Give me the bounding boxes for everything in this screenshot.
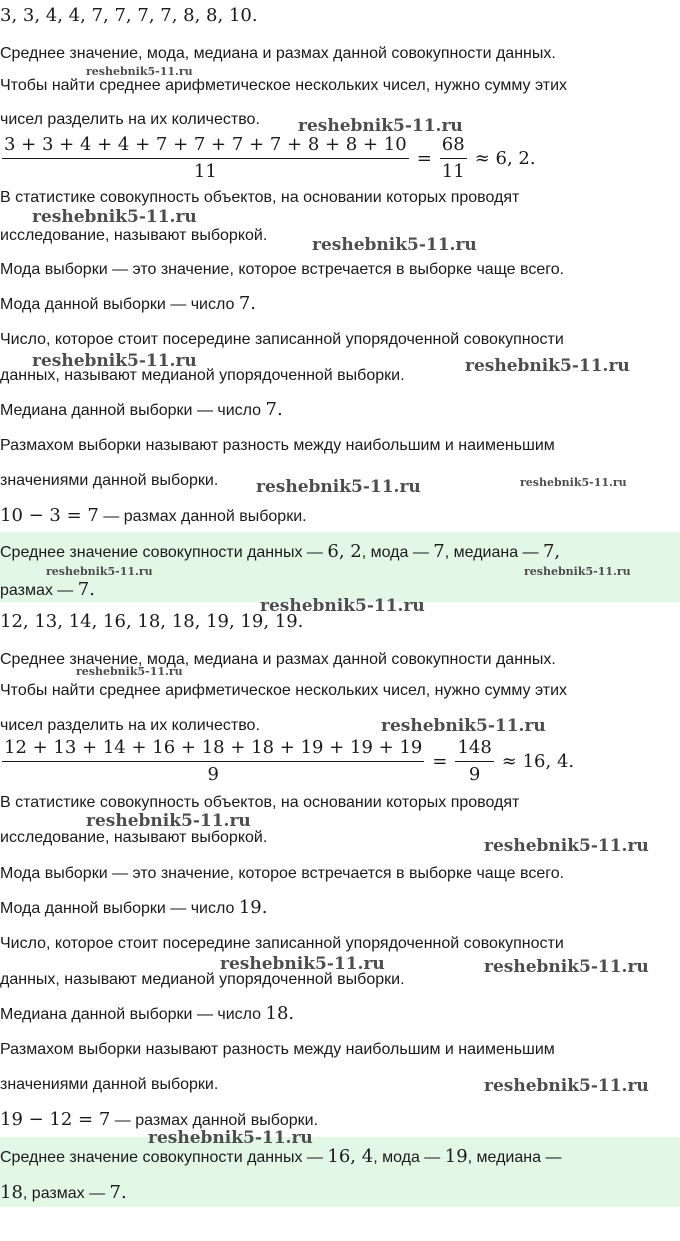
median-def-2a: Число, которое стоит посередине записанной упорядоченной совокупности: [0, 935, 564, 952]
median-line-2: [0, 1004, 680, 1025]
mode-value: 19.: [238, 897, 268, 918]
watermark: reshebnik5-11.ru: [260, 596, 425, 616]
sum-fraction: [2, 737, 424, 786]
equals-sign: =: [432, 751, 448, 772]
equals-sign: =: [416, 148, 432, 169]
answer-text: , размах —: [22, 1185, 110, 1202]
approx-result: ≈ 6, 2.: [474, 148, 536, 169]
answer-range: 7.: [77, 579, 95, 600]
median-def-2b: данных, называют медианой упорядоченной выборки.: [0, 971, 405, 988]
median-def-1b: данных, называют медианой упорядоченной выборки.: [0, 367, 405, 384]
task-line-2: Среднее значение, мода, медиана и размах данной совокупности данных.: [0, 651, 556, 668]
range-def-1b: значениями данной выборки.: [0, 472, 219, 489]
data-set-2: 12, 13, 14, 16, 18, 18, 19, 19, 19.: [0, 611, 304, 632]
mode-def-2: Мода выборки — это значение, которое встречается в выборке чаще всего.: [0, 865, 565, 882]
median-text: Медиана данной выборки — число: [0, 402, 266, 419]
median-def-1a: Число, которое стоит посередине записанной упорядоченной совокупности: [0, 331, 564, 348]
mode-line-1: [0, 294, 680, 315]
fraction-denominator: 11: [441, 161, 465, 182]
fraction-denominator: 9: [468, 764, 481, 785]
answer-mode: 19: [444, 1146, 468, 1167]
mode-def-1: Мода выборки — это значение, которое встречается в выборке чаще всего.: [0, 261, 565, 278]
answer-line-1a: [0, 542, 680, 563]
watermark: reshebnik5-11.ru: [312, 235, 477, 255]
answer-mean: 16, 4: [327, 1146, 374, 1167]
range-text: — размах данной выборки.: [98, 508, 307, 525]
fraction-denominator: 11: [193, 161, 217, 182]
fraction-numerator: 148: [455, 737, 493, 762]
mode-text: Мода данной выборки — число: [0, 296, 239, 313]
watermark: reshebnik5-11.ru: [256, 477, 421, 497]
watermark: reshebnik5-11.ru: [381, 716, 546, 736]
watermark: reshebnik5-11.ru: [465, 356, 630, 376]
median-line-1: [0, 400, 680, 421]
range-expression: 10 − 3 = 7: [0, 505, 99, 526]
fraction-numerator: 68: [440, 134, 467, 159]
answer-text: , медиана —: [444, 544, 543, 561]
fraction-denominator: 9: [207, 764, 219, 785]
range-def-2b: значениями данной выборки.: [0, 1076, 219, 1093]
watermark: reshebnik5-11.ru: [484, 957, 649, 977]
mode-text: Мода данной выборки — число: [0, 900, 239, 917]
task-line-1: Среднее значение, мода, медиана и размах данной совокупности данных.: [0, 45, 556, 62]
range-text: — размах данной выборки.: [110, 1112, 319, 1129]
answer-text: Среднее значение совокупности данных —: [0, 544, 328, 561]
answer-text: , мода —: [373, 1149, 445, 1166]
answer-text: , мода —: [361, 544, 434, 561]
sample-def-1a: В статистике совокупность объектов, на основании которых проводят: [0, 189, 520, 206]
median-value: 18.: [265, 1003, 295, 1024]
answer-median: 7,: [542, 541, 561, 562]
sample-def-2b: исследование, называют выборкой.: [0, 829, 268, 846]
sample-def-2a: В статистике совокупность объектов, на основании которых проводят: [0, 794, 520, 811]
fraction-numerator: 3 + 3 + 4 + 4 + 7 + 7 + 7 + 7 + 8 + 8 + 10: [2, 134, 409, 159]
range-def-2a: Размахом выборки называют разность между наибольшим и наименьшим: [0, 1041, 555, 1058]
watermark: reshebnik5-11.ru: [86, 811, 251, 831]
answer-mode: 7: [433, 541, 445, 562]
sample-def-1b: исследование, называют выборкой.: [0, 227, 268, 244]
watermark: reshebnik5-11.ru: [86, 65, 193, 78]
result-fraction: [455, 737, 493, 786]
watermark: reshebnik5-11.ru: [32, 351, 197, 371]
watermark: reshebnik5-11.ru: [524, 565, 631, 578]
mean-rule-2b: чисел разделить на их количество.: [0, 717, 260, 734]
answer-box-2: [0, 1137, 680, 1207]
watermark: reshebnik5-11.ru: [32, 207, 197, 227]
mean-formula-1: [2, 134, 536, 183]
watermark: reshebnik5-11.ru: [46, 565, 153, 578]
watermark: reshebnik5-11.ru: [298, 116, 463, 136]
mean-rule-1b: чисел разделить на их количество.: [0, 111, 260, 128]
watermark: reshebnik5-11.ru: [520, 476, 627, 489]
answer-text: размах —: [0, 582, 78, 599]
answer-line-2b: [0, 1183, 680, 1204]
mean-rule-2a: Чтобы найти среднее арифметическое нескольких чисел, нужно сумму этих: [0, 682, 568, 699]
answer-range: 7.: [109, 1182, 127, 1203]
median-value: 7.: [265, 399, 283, 420]
approx-result: ≈ 16, 4.: [501, 751, 575, 772]
fraction-numerator: 12 + 13 + 14 + 16 + 18 + 18 + 19 + 19 + 19: [2, 737, 424, 762]
mode-value: 7.: [238, 293, 257, 314]
answer-median: 18: [0, 1182, 23, 1203]
answer-text: , медиана —: [467, 1149, 562, 1166]
range-line-1: [0, 506, 680, 527]
watermark: reshebnik5-11.ru: [484, 1076, 649, 1096]
mode-line-2: [0, 898, 680, 919]
sum-fraction: [2, 134, 409, 183]
mean-rule-1a: Чтобы найти среднее арифметическое нескольких чисел, нужно сумму этих: [0, 77, 568, 94]
data-set-1: 3, 3, 4, 4, 7, 7, 7, 7, 8, 8, 10.: [0, 5, 258, 26]
result-fraction: [440, 134, 467, 183]
range-line-2: [0, 1110, 680, 1131]
median-text: Медиана данной выборки — число: [0, 1006, 266, 1023]
answer-mean: 6, 2: [327, 541, 362, 562]
answer-text: Среднее значение совокупности данных —: [0, 1149, 328, 1166]
mean-formula-2: [2, 737, 574, 786]
range-expression: 19 − 12 = 7: [0, 1109, 111, 1130]
answer-line-2a: [0, 1147, 680, 1168]
watermark: reshebnik5-11.ru: [220, 954, 385, 974]
watermark: reshebnik5-11.ru: [148, 1128, 313, 1148]
watermark: reshebnik5-11.ru: [484, 836, 649, 856]
range-def-1a: Размахом выборки называют разность между наибольшим и наименьшим: [0, 437, 555, 454]
watermark: reshebnik5-11.ru: [76, 665, 183, 678]
